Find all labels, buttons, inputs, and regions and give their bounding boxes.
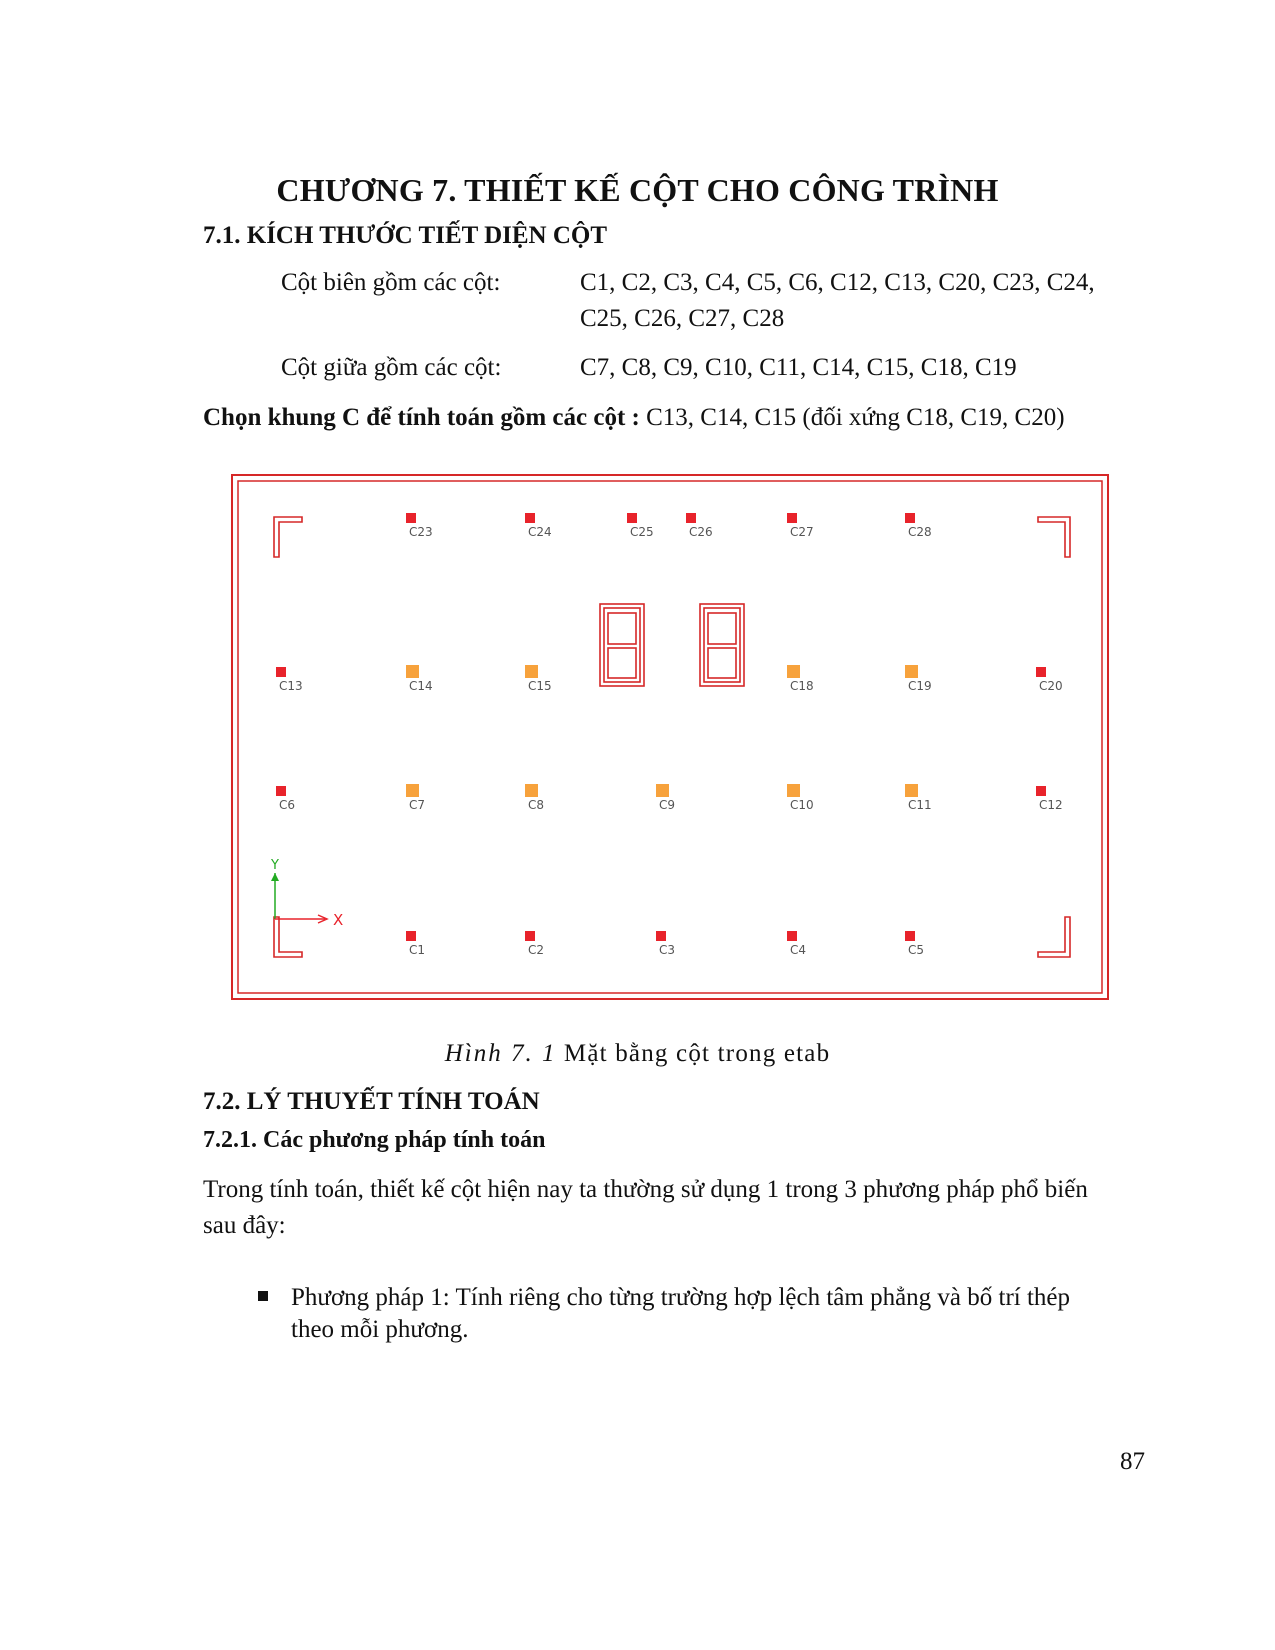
- figure-caption: [0, 1040, 1275, 1068]
- column-marker-c18: [787, 665, 800, 678]
- column-marker-c24: [525, 513, 535, 523]
- column-marker-c8: [525, 784, 538, 797]
- plan-outer-border: [232, 475, 1108, 999]
- column-label-c23: C23: [409, 525, 433, 539]
- column-marker-c7: [406, 784, 419, 797]
- column-label-c18: C18: [790, 679, 814, 693]
- column-label-c19: C19: [908, 679, 932, 693]
- column-label-c1: C1: [409, 943, 426, 957]
- column-marker-c20: [1036, 667, 1046, 677]
- corner-wall-bottom-left: [274, 917, 302, 957]
- column-label-c4: C4: [790, 943, 807, 957]
- column-label-c13: C13: [279, 679, 303, 693]
- column-marker-c11: [905, 784, 918, 797]
- frame-choice-line: [203, 400, 1065, 436]
- columns-layer: [276, 513, 1063, 957]
- column-label-c24: C24: [528, 525, 552, 539]
- corner-wall-top-right: [1038, 517, 1070, 557]
- column-plan-figure: [230, 473, 1110, 1001]
- column-label-c28: C28: [908, 525, 932, 539]
- core-wall-right: [700, 604, 744, 686]
- middle-columns-label: Cột giữa gồm các cột:: [281, 354, 502, 381]
- middle-columns-values: C7, C8, C9, C10, C11, C14, C15, C18, C19: [580, 354, 1017, 381]
- frame-choice-bold: Chọn khung C để tính toán gồm các cột :: [203, 404, 640, 431]
- column-label-c8: C8: [528, 798, 545, 812]
- core-wall-left: [600, 604, 644, 686]
- bullet1-line2: theo mỗi phương.: [291, 1316, 469, 1343]
- column-marker-c14: [406, 665, 419, 678]
- column-marker-c1: [406, 931, 416, 941]
- column-marker-c23: [406, 513, 416, 523]
- column-label-c5: C5: [908, 943, 925, 957]
- bullet-square-icon: [258, 1291, 268, 1301]
- chapter-title: CHƯƠNG 7. THIẾT KẾ CỘT CHO CÔNG TRÌNH: [276, 172, 999, 208]
- x-axis-label: X: [333, 911, 344, 929]
- column-label-c9: C9: [659, 798, 676, 812]
- paragraph-line2: sau đây:: [203, 1212, 286, 1239]
- section-heading-7-1: 7.1. KÍCH THƯỚC TIẾT DIỆN CỘT: [203, 222, 608, 249]
- column-marker-c15: [525, 665, 538, 678]
- column-label-c15: C15: [528, 679, 552, 693]
- column-marker-c9: [656, 784, 669, 797]
- edge-columns-values-line2: C25, C26, C27, C28: [580, 305, 785, 332]
- column-marker-c28: [905, 513, 915, 523]
- column-label-c20: C20: [1039, 679, 1063, 693]
- column-marker-c19: [905, 665, 918, 678]
- frame-choice-rest: C13, C14, C15 (đối xứng C18, C19, C20): [639, 404, 1065, 431]
- column-label-c26: C26: [689, 525, 713, 539]
- edge-columns-values-line1: C1, C2, C3, C4, C5, C6, C12, C13, C20, C23, C24,: [580, 269, 1095, 296]
- column-label-c3: C3: [659, 943, 676, 957]
- column-marker-c4: [787, 931, 797, 941]
- column-marker-c6: [276, 786, 286, 796]
- column-marker-c5: [905, 931, 915, 941]
- figure-caption-number: Hình 7. 1: [444, 1040, 557, 1067]
- column-label-c6: C6: [279, 798, 296, 812]
- paragraph-line1: Trong tính toán, thiết kế cột hiện nay ta thường sử dụng 1 trong 3 phương pháp phổ biến: [203, 1176, 1088, 1203]
- column-label-c25: C25: [630, 525, 654, 539]
- section-heading-7-2: 7.2. LÝ THUYẾT TÍNH TOÁN: [203, 1088, 540, 1115]
- plan-inner-border: [238, 481, 1102, 993]
- y-axis-arrow-icon: [271, 873, 279, 881]
- figure-caption-text: Mặt bằng cột trong etab: [556, 1040, 831, 1067]
- column-label-c11: C11: [908, 798, 932, 812]
- corner-wall-bottom-right: [1038, 917, 1070, 957]
- column-label-c12: C12: [1039, 798, 1063, 812]
- axis-indicator: [270, 858, 343, 929]
- column-label-c2: C2: [528, 943, 545, 957]
- corner-wall-top-left: [274, 517, 302, 557]
- page-number: 87: [1120, 1448, 1145, 1475]
- column-marker-c25: [627, 513, 637, 523]
- edge-columns-label: Cột biên gồm các cột:: [281, 269, 501, 296]
- bullet1-line1: Phương pháp 1: Tính riêng cho từng trường hợp lệch tâm phẳng và bố trí thép: [291, 1284, 1071, 1311]
- column-marker-c10: [787, 784, 800, 797]
- subsection-heading-7-2-1: 7.2.1. Các phương pháp tính toán: [203, 1127, 546, 1153]
- column-label-c27: C27: [790, 525, 814, 539]
- column-label-c7: C7: [409, 798, 426, 812]
- column-marker-c3: [656, 931, 666, 941]
- y-axis-label: Y: [271, 858, 279, 873]
- column-marker-c12: [1036, 786, 1046, 796]
- column-marker-c2: [525, 931, 535, 941]
- column-marker-c26: [686, 513, 696, 523]
- column-label-c10: C10: [790, 798, 814, 812]
- column-label-c14: C14: [409, 679, 433, 693]
- column-marker-c13: [276, 667, 286, 677]
- column-marker-c27: [787, 513, 797, 523]
